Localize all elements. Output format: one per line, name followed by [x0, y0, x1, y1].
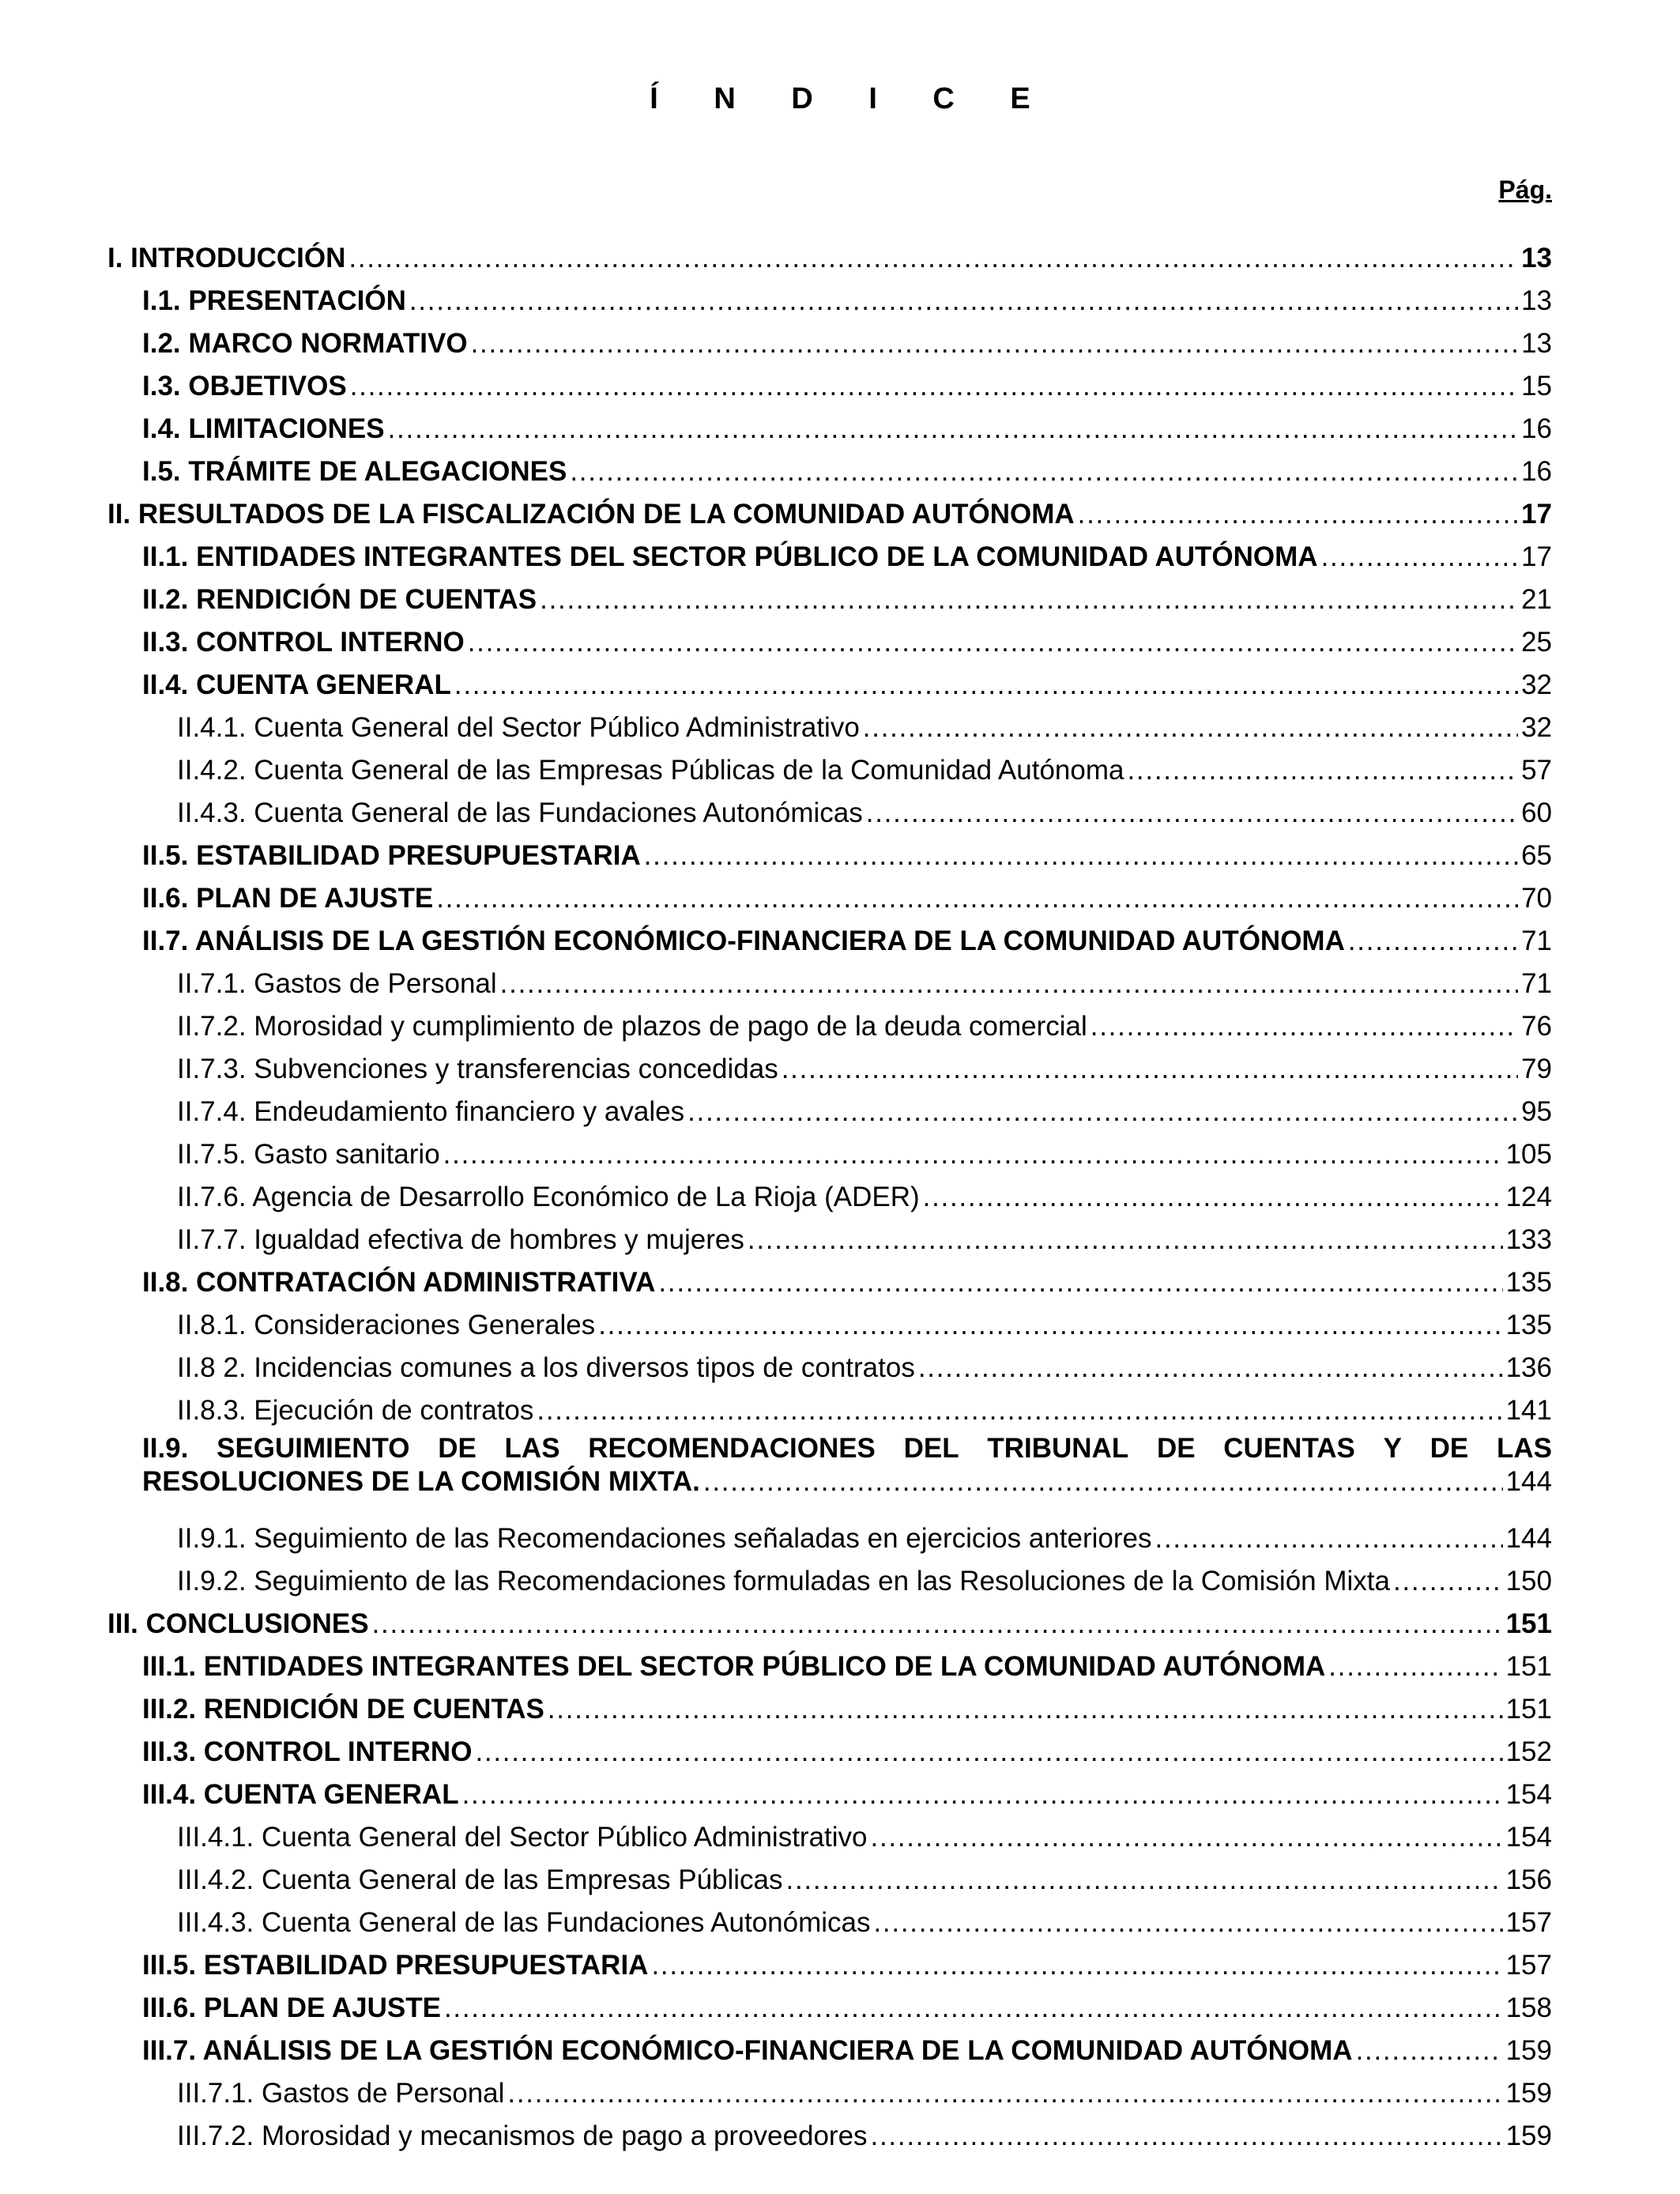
- toc-entry[interactable]: II.9.1. Seguimiento de las Recomendaciones señaladas en ejercicios anteriores . . . 144: [107, 1517, 1552, 1560]
- toc-entry[interactable]: III.7.1. Gastos de Personal . . . 159: [107, 2072, 1552, 2115]
- page-column-label: Pág.: [1498, 175, 1552, 204]
- toc-entry[interactable]: I.1. PRESENTACIÓN . . . 13: [107, 280, 1552, 322]
- toc-entry[interactable]: III.4.3. Cuenta General de las Fundaciones Autonómicas . . . 157: [107, 1902, 1552, 1944]
- toc-entry[interactable]: III. CONCLUSIONES . . . 151: [107, 1603, 1552, 1646]
- toc-entry[interactable]: III.4.2. Cuenta General de las Empresas Públicas . . . 156: [107, 1859, 1552, 1902]
- toc-entry[interactable]: I. INTRODUCCIÓN . . . 13: [107, 237, 1552, 280]
- toc-entry[interactable]: III.2. RENDICIÓN DE CUENTAS . . . 151: [107, 1688, 1552, 1731]
- toc-entry[interactable]: II.5. ESTABILIDAD PRESUPUESTARIA . . . 65: [107, 835, 1552, 877]
- toc-entry[interactable]: II.7.6. Agencia de Desarrollo Económico de La Rioja (ADER) . . . 124: [107, 1176, 1552, 1219]
- toc-entry[interactable]: I.2. MARCO NORMATIVO . . . 13: [107, 322, 1552, 365]
- toc-entry[interactable]: II.7.4. Endeudamiento financiero y avales . . . 95: [107, 1091, 1552, 1133]
- toc-entry[interactable]: III.7.2. Morosidad y mecanismos de pago a proveedores . . . 159: [107, 2115, 1552, 2158]
- toc-entry[interactable]: III.3. CONTROL INTERNO . . . 152: [107, 1731, 1552, 1774]
- toc-entry[interactable]: II.8.3. Ejecución de contratos . . . 141: [107, 1389, 1552, 1432]
- toc-entry[interactable]: II. RESULTADOS DE LA FISCALIZACIÓN DE LA COMUNIDAD AUTÓNOMA . . . 17: [107, 493, 1552, 536]
- toc-entry[interactable]: II.4.1. Cuenta General del Sector Público Administrativo . . . 32: [107, 707, 1552, 749]
- toc-entry[interactable]: III.1. ENTIDADES INTEGRANTES DEL SECTOR PÚBLICO DE LA COMUNIDAD AUTÓNOMA . . . 151: [107, 1646, 1552, 1688]
- toc-entry[interactable]: II.4.2. Cuenta General de las Empresas Públicas de la Comunidad Autónoma . . . 57: [107, 749, 1552, 792]
- toc-entry[interactable]: III.4. CUENTA GENERAL . . . 154: [107, 1774, 1552, 1816]
- toc-entry[interactable]: III.5. ESTABILIDAD PRESUPUESTARIA . . . 157: [107, 1944, 1552, 1987]
- toc-entry[interactable]: II.7.7. Igualdad efectiva de hombres y mujeres . . . 133: [107, 1219, 1552, 1261]
- toc-entry[interactable]: II.2. RENDICIÓN DE CUENTAS . . . 21: [107, 579, 1552, 621]
- toc-entry[interactable]: II.9.2. Seguimiento de las Recomendaciones formuladas en las Resoluciones de la Comisión Mixta . . . 150: [107, 1560, 1552, 1603]
- toc-entry[interactable]: I.4. LIMITACIONES . . . 16: [107, 408, 1552, 450]
- toc-entry[interactable]: III.6. PLAN DE AJUSTE . . . 158: [107, 1987, 1552, 2030]
- toc-entry[interactable]: III.7. ANÁLISIS DE LA GESTIÓN ECONÓMICO-FINANCIERA DE LA COMUNIDAD AUTÓNOMA . . . 159: [107, 2030, 1552, 2072]
- toc-entry[interactable]: II.4. CUENTA GENERAL . . . 32: [107, 664, 1552, 707]
- toc-entry[interactable]: II.1. ENTIDADES INTEGRANTES DEL SECTOR PÚBLICO DE LA COMUNIDAD AUTÓNOMA . . . 17: [107, 536, 1552, 579]
- toc-entry-multiline[interactable]: II.9. SEGUIMIENTO DE LAS RECOMENDACIONES DEL TRIBUNAL DE CUENTAS Y DE LAS RESOLUCIONES DE LA COMISIÓN MIXTA. . . . 144: [107, 1432, 1552, 1511]
- toc-entry[interactable]: II.4.3. Cuenta General de las Fundaciones Autonómicas . . . 60: [107, 792, 1552, 835]
- toc-entry[interactable]: I.3. OBJETIVOS . . . 15: [107, 365, 1552, 408]
- toc-entry[interactable]: II.6. PLAN DE AJUSTE . . . 70: [107, 877, 1552, 920]
- toc-entry[interactable]: II.7. ANÁLISIS DE LA GESTIÓN ECONÓMICO-FINANCIERA DE LA COMUNIDAD AUTÓNOMA . . . 71: [107, 920, 1552, 963]
- toc-entry[interactable]: III.4.1. Cuenta General del Sector Público Administrativo . . . 154: [107, 1816, 1552, 1859]
- toc-entry[interactable]: II.8 2. Incidencias comunes a los diversos tipos de contratos . . . 136: [107, 1347, 1552, 1389]
- toc-entry[interactable]: II.8. CONTRATACIÓN ADMINISTRATIVA . . . 135: [107, 1261, 1552, 1304]
- toc-entry[interactable]: II.7.3. Subvenciones y transferencias concedidas . . . 79: [107, 1048, 1552, 1091]
- toc-entry[interactable]: II.7.1. Gastos de Personal . . . 71: [107, 963, 1552, 1005]
- toc-entry[interactable]: II.8.1. Consideraciones Generales . . . 135: [107, 1304, 1552, 1347]
- toc-entry[interactable]: II.3. CONTROL INTERNO . . . 25: [107, 621, 1552, 664]
- toc-entry[interactable]: II.7.2. Morosidad y cumplimiento de plazos de pago de la deuda comercial . . . 76: [107, 1005, 1552, 1048]
- toc-entry[interactable]: I.5. TRÁMITE DE ALEGACIONES . . . 16: [107, 450, 1552, 493]
- toc-entry[interactable]: II.7.5. Gasto sanitario . . . 105: [107, 1133, 1552, 1176]
- page-title: Í N D I C E: [650, 82, 1054, 115]
